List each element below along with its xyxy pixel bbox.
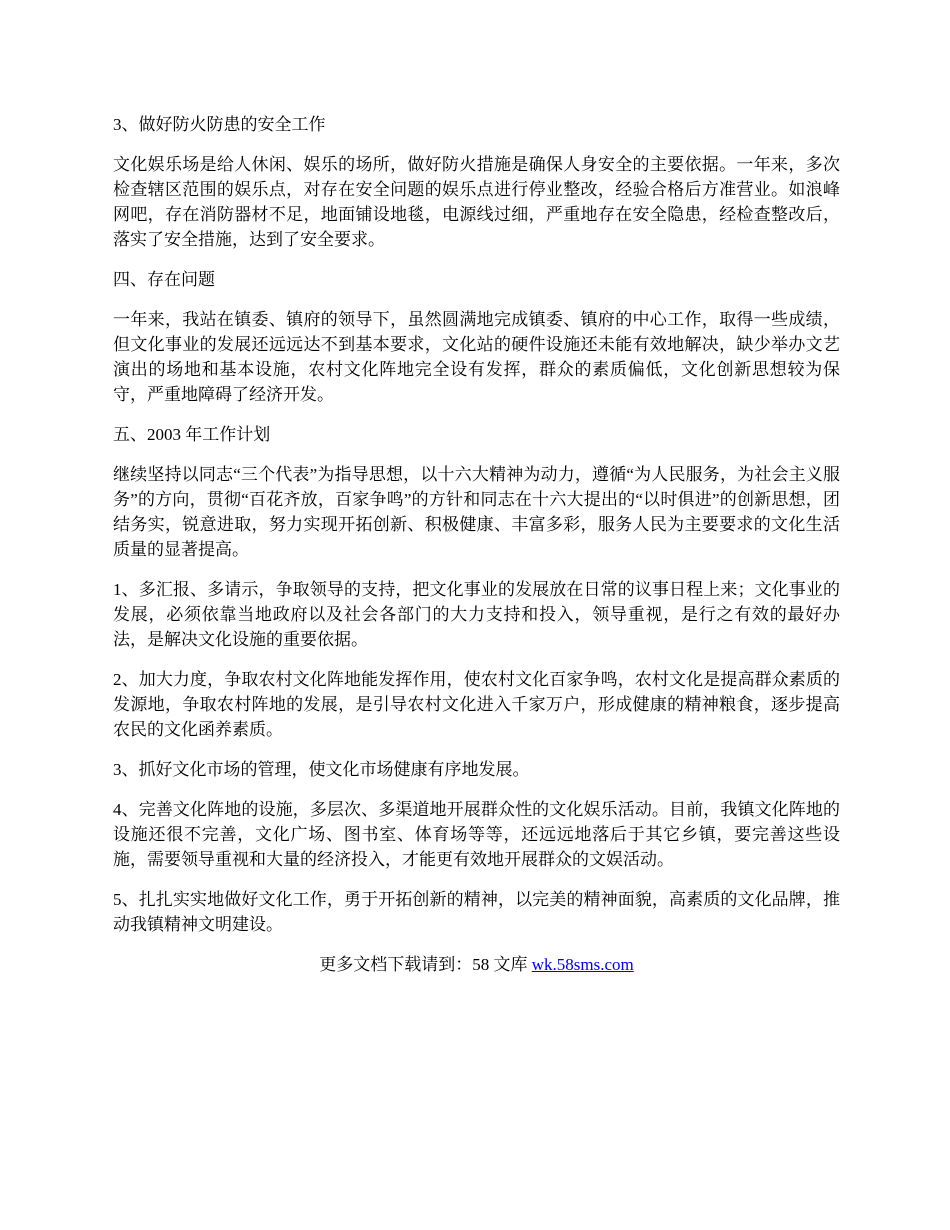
footer-prefix: 更多文档下载请到：58 文库: [319, 955, 532, 974]
paragraph-fire-safety: 文化娱乐场是给人休闲、娱乐的场所，做好防火措施是确保人身安全的主要依据。一年来，多次检查辖区范围的娱乐点，对存在安全问题的娱乐点进行停业整改，经验合格后方准营业。如浪峰网吧，存在消防器材不足，地面铺设地毯，电源线过细，严重地存在安全隐患，经检查整改后，落实了安全措施，达到了安全要求。: [113, 155, 840, 249]
paragraph-plan-item-2: 2、加大力度，争取农村文化阵地能发挥作用，使农村文化百家争鸣，农村文化是提高群众素质的发源地，争取农村阵地的发展，是引导农村文化进入千家万户，形成健康的精神粮食，逐步提高农民的文化函养素质。: [113, 670, 840, 739]
paragraph-plan-item-5: 5、扎扎实实地做好文化工作，勇于开拓创新的精神，以完美的精神面貌，高素质的文化品牌，推动我镇精神文明建设。: [113, 890, 840, 934]
download-footer: [113, 952, 840, 977]
paragraph-plan-item-1: 1、多汇报、多请示，争取领导的支持，把文化事业的发展放在日常的议事日程上来；文化事业的发展，必须依靠当地政府以及社会各部门的大力支持和投入，领导重视，是行之有效的最好办法，是解决文化设施的重要依据。: [113, 580, 840, 649]
footer-link[interactable]: wk.58sms.com: [531, 955, 634, 974]
paragraph-plan-item-3: 3、抓好文化市场的管理，使文化市场健康有序地发展。: [113, 760, 530, 779]
paragraph-plan-intro: 继续坚持以同志“三个代表”为指导思想，以十六大精神为动力，遵循“为人民服务，为社会主义服务”的方向，贯彻“百花齐放，百家争鸣”的方针和同志在十六大提出的“以时俱进”的创新思想，团结务实，锐意进取，努力实现开拓创新、积极健康、丰富多彩，服务人民为主要要求的文化生活质量的显著提高。: [113, 465, 840, 559]
heading-existing-problems: 四、存在问题: [113, 270, 215, 289]
paragraph-plan-item-4: 4、完善文化阵地的设施，多层次、多渠道地开展群众性的文化娱乐活动。目前，我镇文化阵地的设施还很不完善，文化广场、图书室、体育场等等，还远远地落后于其它乡镇，要完善这些设施，需要领导重视和大量的经济投入，才能更有效地开展群众的文娱活动。: [113, 800, 840, 869]
heading-2003-plan: 五、2003 年工作计划: [113, 425, 271, 444]
heading-fire-safety: 3、做好防火防患的安全工作: [113, 115, 326, 134]
document-page: [113, 112, 840, 977]
paragraph-existing-problems: 一年来，我站在镇委、镇府的领导下，虽然圆满地完成镇委、镇府的中心工作，取得一些成绩，但文化事业的发展还远远达不到基本要求，文化站的硬件设施还未能有效地解决，缺少举办文艺演出的场地和基本设施，农村文化阵地完全设有发挥，群众的素质偏低，文化创新思想较为保守，严重地障碍了经济开发。: [113, 310, 840, 404]
